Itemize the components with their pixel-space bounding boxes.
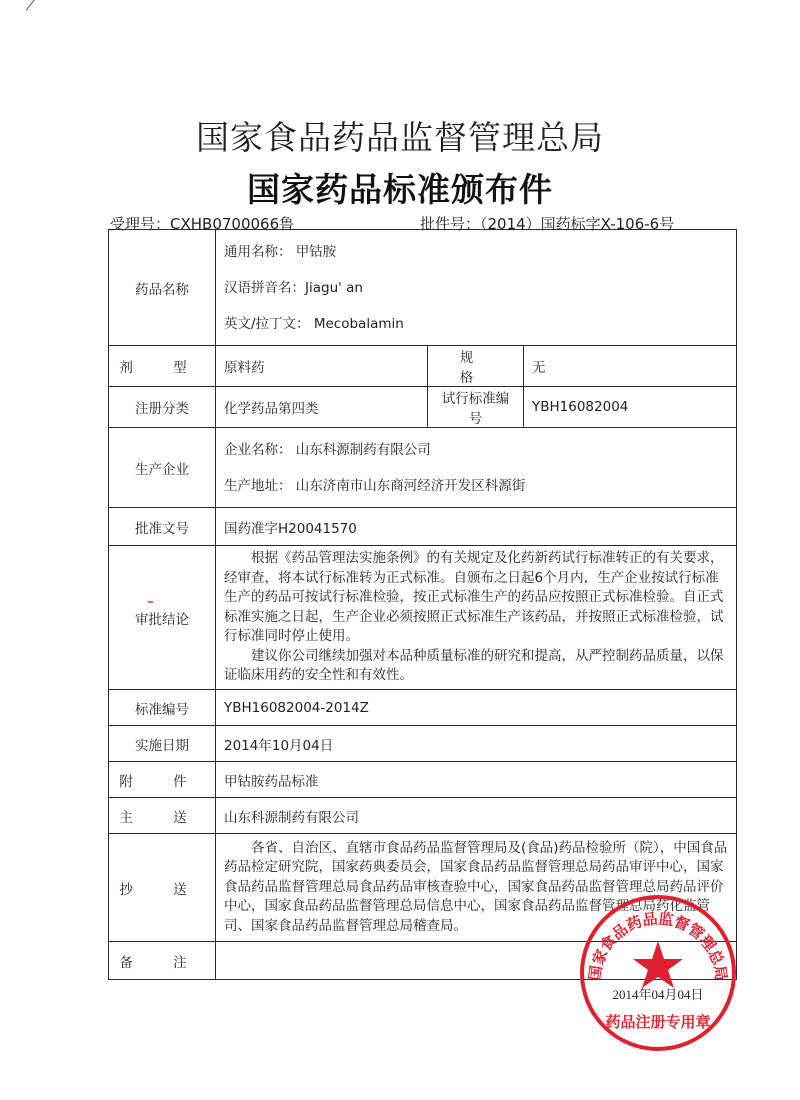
dosage-form-value: 原料药 <box>216 346 428 387</box>
drug-name-label: 药品名称 <box>109 230 216 346</box>
main-recipient-value: 山东科源制药有限公司 <box>216 798 737 834</box>
pinyin-name: 汉语拼音名：Jiagu' an <box>224 279 363 296</box>
company-name: 企业名称： 山东科源制药有限公司 <box>224 441 431 458</box>
main-recipient-label: 主 送 <box>109 798 216 834</box>
dosage-form-label: 剂 型 <box>109 346 216 387</box>
official-seal <box>578 893 738 1053</box>
pink-ink-mark <box>148 601 153 603</box>
registration-class-label: 注册分类 <box>109 387 216 428</box>
english-name: 英文/拉丁文： Mecobalamin <box>224 315 404 332</box>
seal-date: 2014年04月04日 <box>612 987 704 1002</box>
scan-artifact-mark <box>26 0 50 11</box>
spec-label: 规 格 <box>428 346 524 387</box>
effective-date-value: 2014年10月04日 <box>216 726 737 762</box>
registration-class-row <box>109 387 737 428</box>
conclusion-paragraph-1: 根据《药品管理法实施条例》的有关规定及化药新药试行标准转正的有关要求，经审查，将本试行标准转为正式标准。自颁布之日起6个月内，生产企业按试行标准生产的药品可按试行标准检验，按正式标准生产的药品应按照正式标准检验。自正式标准实施之日起，生产企业必须按照正式标准生产该药品，并按照正式标准检验，试行标准同时停止使用。 <box>224 550 724 645</box>
drug-name-cell <box>216 230 737 346</box>
manufacturer-cell <box>216 428 737 508</box>
attachment-label: 附 件 <box>109 762 216 798</box>
conclusion-paragraph-2: 建议你公司继续加强对本品种质量标准的研究和提高，从严控制药品质量，以保证临床用药的安全性和有效性。 <box>224 647 724 684</box>
attachment-value: 甲钴胺药品标准 <box>216 762 737 798</box>
approval-number-value: 国药准字H20041570 <box>216 508 737 546</box>
cc-text: 各省、自治区、直辖市食品药品监督管理局及(食品)药品检验所（院），中国食品药品检定研究院，国家药典委员会，国家食品药品监督管理总局药品审评中心，国家食品药品监督管理总局食品药品审核查验中心，国家食品药品监督管理总局药品评价中心，国家食品药品监督管理总局信息中心，国家食品药品监督管理总局药化监管司、国家食品药品监督管理总局稽查局。 <box>224 839 728 934</box>
registration-class-value: 化学药品第四类 <box>216 387 428 428</box>
conclusion-label: 审批结论 <box>109 546 216 690</box>
manufacturer-row <box>109 428 737 508</box>
standard-form-table <box>108 229 737 980</box>
main-recipient-row <box>109 798 737 834</box>
manufacturer-label: 生产企业 <box>109 428 216 508</box>
standard-number-row <box>109 690 737 726</box>
effective-date-row <box>109 726 737 762</box>
production-address: 生产地址： 山东济南市山东商河经济开发区科源街 <box>224 477 526 494</box>
standard-number-label: 标准编号 <box>109 690 216 726</box>
effective-date-label: 实施日期 <box>109 726 216 762</box>
conclusion-text <box>216 546 737 690</box>
seal-bottom-text: 药品注册专用章 <box>605 1013 711 1031</box>
remarks-label: 备 注 <box>109 942 216 980</box>
attachment-row <box>109 762 737 798</box>
acceptance-number: 受理号：CXHB0700066鲁 <box>110 215 295 233</box>
generic-name: 通用名称： 甲钴胺 <box>224 243 337 260</box>
trial-standard-value: YBH16082004 <box>524 387 737 428</box>
approval-number-row <box>109 508 737 546</box>
approval-document-number: 批件号：（2014）国药标字X-106-6号 <box>420 215 675 233</box>
standard-number-value: YBH16082004-2014Z <box>216 690 737 726</box>
spec-value: 无 <box>524 346 737 387</box>
seal-star-icon <box>633 941 683 988</box>
conclusion-row <box>109 546 737 690</box>
document-title: 国家药品标准颁布件 <box>247 170 553 209</box>
drug-name-row <box>109 230 737 346</box>
dosage-form-row <box>109 346 737 387</box>
approval-number-label: 批准文号 <box>109 508 216 546</box>
agency-title: 国家食品药品监督管理总局 <box>196 118 604 157</box>
trial-standard-label: 试行标准编号 <box>428 387 524 428</box>
cc-label: 抄 送 <box>109 834 216 942</box>
seal-arc-text: 国家食品药品监督管理总局 <box>585 909 731 982</box>
